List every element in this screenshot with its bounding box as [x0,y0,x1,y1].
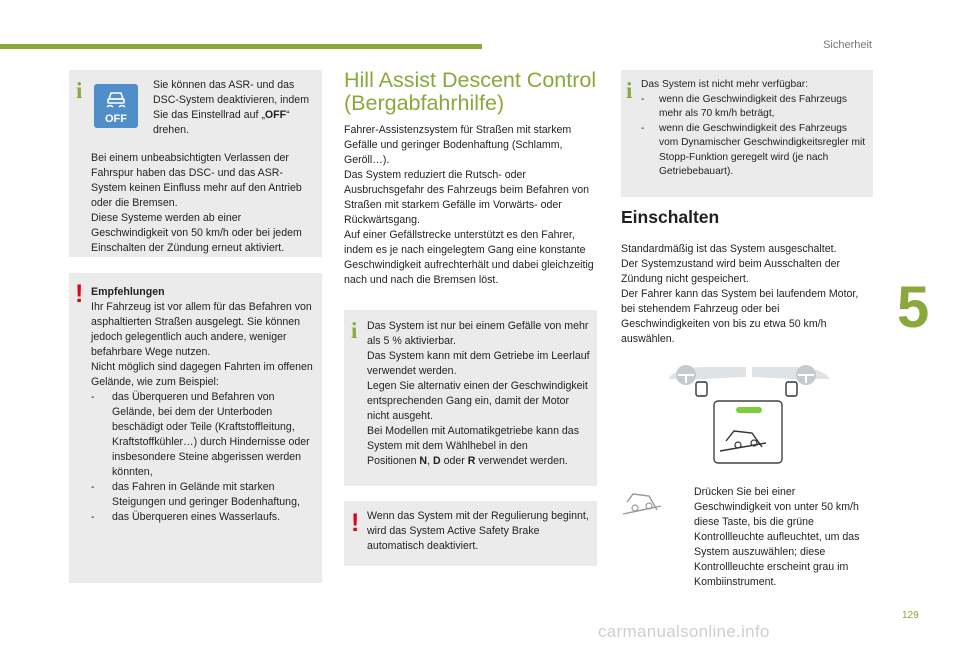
list-item-text: wenn die Geschwindigkeit des Fahrzeugs mehr als 70 km/h beträgt, [659,93,848,119]
info-intro-text: Sie können das ASR- und das DSC-System deaktivieren, indem Sie das Einstellrad auf [153,79,310,121]
positions-prefix: Positionen [367,455,420,467]
warning-content [91,285,317,525]
warning-asb-body: Wenn das System mit der Regulierung beginnt, wird das System Active Safety Brake automatisch deaktiviert. [367,510,589,552]
list-item [91,510,317,525]
section-title: Sicherheit [823,39,872,51]
gear-d: D [432,455,441,467]
list-dash: - [91,391,95,403]
list-item [91,390,317,480]
list-item-text: wenn die Geschwindigkeit des Fahrzeugs vom Dynamischer Geschwindigkeitsregler mit Stopp-Funktion geregelt wird (je nach Getriebebauart). [659,122,866,177]
section-heading-hadc: Hill Assist Descent Control (Bergabfahrhilfe) [344,68,597,115]
list-item-text: das Fahren in Gelände mit starken Steigungen und geringer Bodenhaftung, [112,481,300,508]
positions-sep: , [427,455,433,467]
list-dash: - [641,93,645,105]
positions-suffix: verwendet werden. [475,455,568,467]
gear-r: R [467,455,476,467]
quote-close: “ drehen. [153,109,290,136]
quote-open: „ [261,109,265,121]
hadc-body: Fahrer-Assistenzsystem für Straßen mit starkem Gefälle und geringer Bodenhaftung (Schlamm, Geröll…). Das System reduziert die Rutsch- oder Ausbruchsgefahr des Fahrzeugs beim Befahren von Straßen mit starkem Gefälle im Vorwärts- oder Rückwärtsgang. Auf einer Gefällstrecke unterstützt es den Fahrer, indem es je nach eingelegtem Gang eine konstante Geschwindigkeit aufrechterhält und dabei gleichzeitig nach und nach die Bremsen löst. [344,124,594,286]
page-number: 129 [902,610,919,621]
gear-n: N [419,455,428,467]
list-dash: - [91,511,95,523]
list-item [91,480,317,510]
warning-icon: ! [351,509,360,537]
header-accent-bar [0,44,482,49]
list-item-text: das Überqueren eines Wasserlaufs. [112,511,281,523]
info-icon: i [76,78,83,103]
info-hadc-body: Das System ist nur bei einem Gefälle von mehr als 5 % aktivierbar. Das System kann mit dem Getriebe im Leerlauf verwendet werden. Legen Sie alternativ einen der Geschwindigkeit entsprechenden Gang ein, damit der Motor nicht ausgeht. Bei Modellen mit Automatikgetriebe kann das System mit dem Wählhebel in den [367,320,590,452]
list-item [641,122,869,180]
list-item [641,93,869,122]
dashboard-illustration [666,357,832,465]
list-item-text: das Überqueren und Befahren von Gelände, bei dem der Unterboden beschädigt oder Teile (Kraftstoffleitung, Kraftstoffkühler…) durch Hindernisse oder insbesondere Steine abgerissen werden könnten, [112,391,310,478]
info-icon: i [626,78,633,103]
warning-body: Ihr Fahrzeug ist vor allem für das Befahren von asphaltierten Straßen ausgelegt. Sie können jedoch gelegentlich auch andere, weniger befahrbare Wege nutzen. Nicht möglich sind dagegen Fahrten im offenen Gelände, wie zum Beispiel: [91,301,313,388]
einschalten-body: Standardmäßig ist das System ausgeschaltet. Der Systemzustand wird beim Ausschalten der Zündung nicht gespeichert. Der Fahrer kann das System bei laufendem Motor, bei stehendem Fahrzeug oder bei Geschwindigkeiten von bis zu etwa 50 km/h auswählen. [621,243,859,345]
positions-sep: oder [440,455,468,467]
list-dash: - [641,122,645,134]
info-unavailable-heading: Das System ist nicht mehr verfügbar: [641,79,809,90]
off-setting: OFF [264,109,287,121]
info-intro [153,78,313,138]
info-unavailable-content [641,78,869,180]
list-dash: - [91,481,95,493]
chapter-number: 5 [897,275,930,340]
hill-descent-button-icon [621,488,663,518]
info-icon: i [351,318,358,343]
watermark: carmanualsonline.info [598,622,770,641]
info-body: Bei einem unbeabsichtigten Verlassen der Fahrspur haben das DSC- und das ASR-System keinen Einfluss mehr auf den Antrieb oder die Bremsen. Diese Systeme werden ab einer Geschwindigkeit von 50 km/h oder bei jedem Einschalten der Zündung erneut aktiviert. [91,152,302,254]
info-hadc-content [367,319,591,469]
asr-off-icon [94,84,138,128]
section-heading-einschalten: Einschalten [621,207,720,227]
step-text: Drücken Sie bei einer Geschwindigkeit von unter 50 km/h diese Taste, bis die grüne Kontrollleuchte aufleuchtet, um das System auszuwählen; diese Kontrollleuchte erscheint grau im Kombiinstrument. [694,486,860,588]
info-hadc-positions [367,454,591,469]
warning-icon: ! [75,280,84,308]
warning-heading: Empfehlungen [91,286,165,298]
off-label: OFF [105,113,127,125]
